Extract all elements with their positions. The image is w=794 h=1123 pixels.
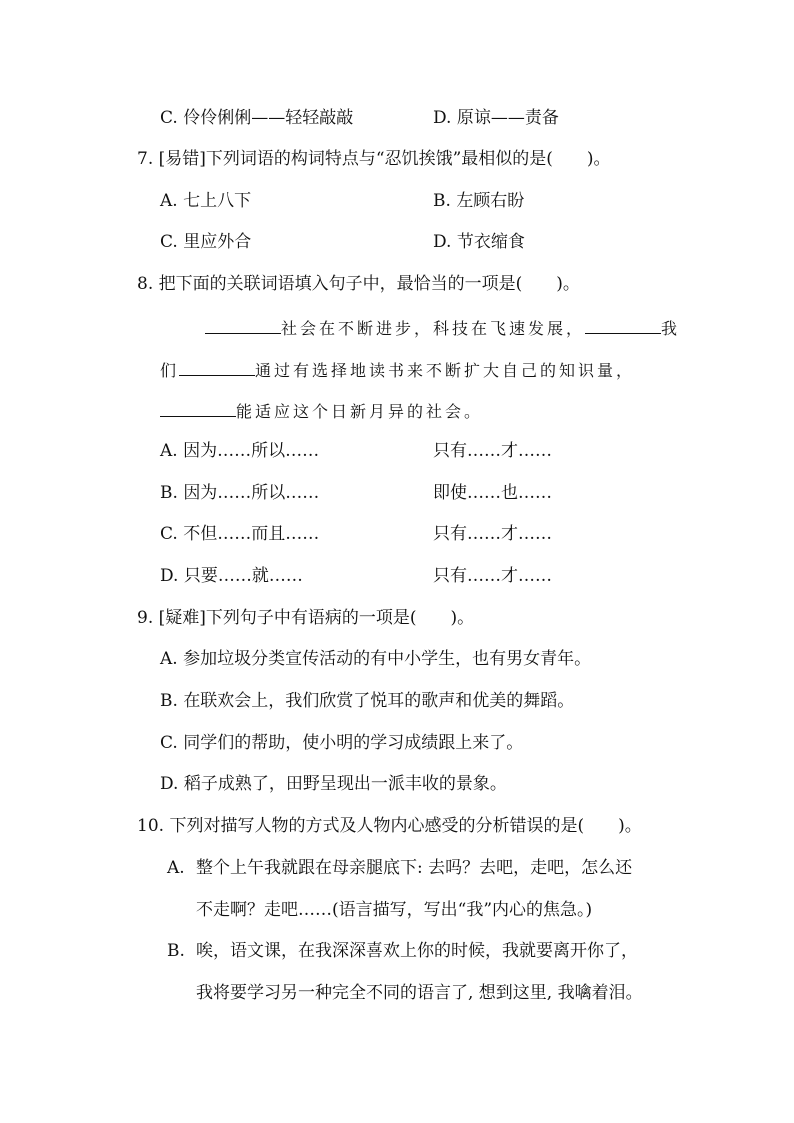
q7-option-a[interactable]: A. 七上八下 <box>160 191 252 211</box>
fill-blank-1[interactable] <box>205 315 281 334</box>
fill-blank-3[interactable] <box>179 357 255 376</box>
q6-option-c[interactable]: C. 伶伶俐俐——轻轻敲敲 <box>160 108 354 128</box>
q7-option-d[interactable]: D. 节衣缩食 <box>433 232 525 252</box>
q7-option-c[interactable]: C. 里应外合 <box>160 232 252 252</box>
q6-option-d[interactable]: D. 原谅——责备 <box>433 108 559 128</box>
fill-blank-4[interactable] <box>160 398 236 417</box>
fill-blank-2[interactable] <box>585 315 661 334</box>
q7-option-b[interactable]: B. 左顾右盼 <box>433 191 525 211</box>
